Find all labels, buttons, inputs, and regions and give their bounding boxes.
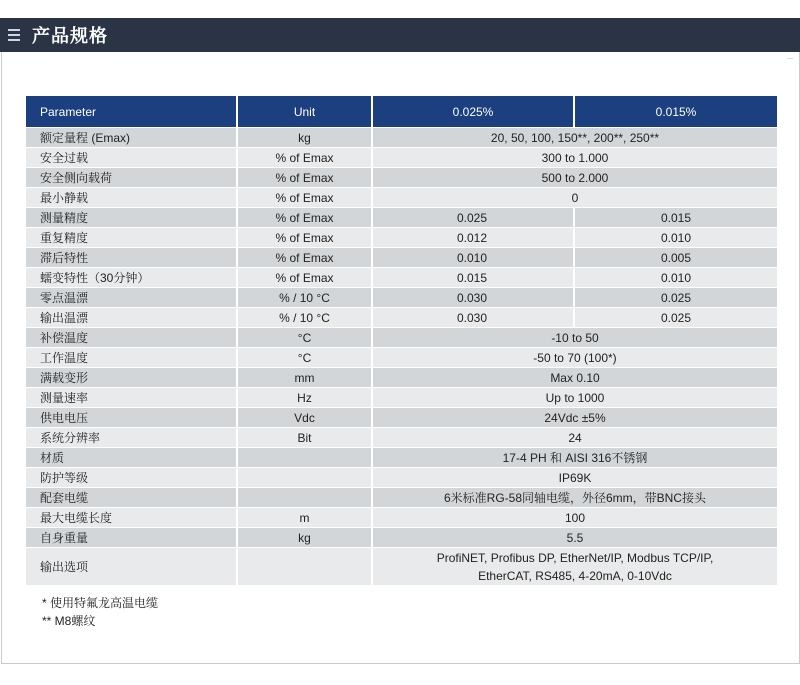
table-row <box>26 448 777 468</box>
row-value-0015: 0.010 <box>575 268 777 288</box>
row-unit: % / 10 °C <box>238 288 373 308</box>
column-header-parameter: Parameter <box>26 96 238 128</box>
row-unit: m <box>238 508 373 528</box>
row-value: 500 to 2.000 <box>373 168 777 188</box>
footnotes <box>42 594 158 630</box>
row-value: 6米标准RG-58同轴电缆，外径6mm，带BNC接头 <box>373 488 777 508</box>
row-value-0015: 0.010 <box>575 228 777 248</box>
row-name: 蠕变特性（30分钟） <box>26 268 238 288</box>
table-row <box>26 228 777 248</box>
row-unit: % of Emax <box>238 248 373 268</box>
column-header-0015: 0.015% <box>575 96 777 128</box>
row-name: 系统分辨率 <box>26 428 238 448</box>
list-icon <box>8 29 20 41</box>
row-name: 工作温度 <box>26 348 238 368</box>
table-row <box>26 368 777 388</box>
row-name: 安全过载 <box>26 148 238 168</box>
row-value: -10 to 50 <box>373 328 777 348</box>
table-row <box>26 528 777 548</box>
row-unit: % / 10 °C <box>238 308 373 328</box>
table-row <box>26 488 777 508</box>
footnote-1: * 使用特氟龙高温电缆 <box>42 596 159 610</box>
row-value-0015: 0.005 <box>575 248 777 268</box>
table-row <box>26 328 777 348</box>
table-row <box>26 208 777 228</box>
table-row <box>26 248 777 268</box>
table-row <box>26 168 777 188</box>
row-value-0025: 0.010 <box>373 248 575 268</box>
row-value-0025: 0.030 <box>373 308 575 328</box>
row-unit <box>238 548 373 586</box>
row-value-line-1: ProfiNET, Profibus DP, EtherNet/IP, Modbus TCP/IP, <box>436 550 714 565</box>
footnote-2: ** M8螺纹 <box>42 614 96 628</box>
table-row <box>26 408 777 428</box>
row-name: 最小静载 <box>26 188 238 208</box>
row-value-0015: 0.015 <box>575 208 777 228</box>
row-name: 输出选项 <box>26 548 238 586</box>
row-value-0025: 0.030 <box>373 288 575 308</box>
row-value: Up to 1000 <box>373 388 777 408</box>
row-unit: Bit <box>238 428 373 448</box>
row-value-0015: 0.025 <box>575 288 777 308</box>
row-value: 20, 50, 100, 150**, 200**, 250** <box>373 128 777 148</box>
column-header-0025: 0.025% <box>373 96 575 128</box>
row-name: 自身重量 <box>26 528 238 548</box>
row-unit: °C <box>238 348 373 368</box>
table-row <box>26 148 777 168</box>
table-row <box>26 308 777 328</box>
table-row <box>26 388 777 408</box>
table-row <box>26 428 777 448</box>
section-title: 产品规格 <box>32 26 108 46</box>
spec-table <box>26 96 777 586</box>
table-row <box>26 288 777 308</box>
row-unit: °C <box>238 328 373 348</box>
row-value <box>373 548 777 586</box>
row-unit: Vdc <box>238 408 373 428</box>
row-unit: kg <box>238 128 373 148</box>
row-name: 零点温漂 <box>26 288 238 308</box>
row-value-line-2: EtherCAT, RS485, 4-20mA, 0-10Vdc <box>478 568 672 583</box>
row-name: 额定量程 (Emax) <box>26 128 238 148</box>
row-value: 24 <box>373 428 777 448</box>
row-value: -50 to 70 (100*) <box>373 348 777 368</box>
row-name: 补偿温度 <box>26 328 238 348</box>
row-unit: % of Emax <box>238 268 373 288</box>
row-name: 材质 <box>26 448 238 468</box>
table-row <box>26 348 777 368</box>
row-value-0015: 0.025 <box>575 308 777 328</box>
row-name: 重复精度 <box>26 228 238 248</box>
column-header-unit: Unit <box>238 96 373 128</box>
row-unit <box>238 468 373 488</box>
row-value: IP69K <box>373 468 777 488</box>
row-value: 0 <box>373 188 777 208</box>
row-unit <box>238 488 373 508</box>
row-unit: mm <box>238 368 373 388</box>
row-value: 5.5 <box>373 528 777 548</box>
row-name: 配套电缆 <box>26 488 238 508</box>
row-name: 输出温漂 <box>26 308 238 328</box>
spec-panel <box>1 52 800 664</box>
row-unit: % of Emax <box>238 208 373 228</box>
row-name: 满载变形 <box>26 368 238 388</box>
row-value: Max 0.10 <box>373 368 777 388</box>
row-unit: % of Emax <box>238 228 373 248</box>
row-name: 测量精度 <box>26 208 238 228</box>
row-unit: % of Emax <box>238 168 373 188</box>
table-row <box>26 268 777 288</box>
row-value-0025: 0.012 <box>373 228 575 248</box>
row-unit: % of Emax <box>238 148 373 168</box>
row-name: 供电电压 <box>26 408 238 428</box>
table-row <box>26 188 777 208</box>
row-name: 防护等级 <box>26 468 238 488</box>
row-unit: kg <box>238 528 373 548</box>
row-value-0025: 0.025 <box>373 208 575 228</box>
row-unit: Hz <box>238 388 373 408</box>
row-name: 最大电缆长度 <box>26 508 238 528</box>
table-row <box>26 508 777 528</box>
row-value: 300 to 1.000 <box>373 148 777 168</box>
table-header-row <box>26 96 777 128</box>
row-value: 100 <box>373 508 777 528</box>
row-name: 安全侧向载荷 <box>26 168 238 188</box>
table-row <box>26 548 777 586</box>
table-row <box>26 468 777 488</box>
row-value: 17-4 PH 和 AISI 316不锈钢 <box>373 448 777 468</box>
row-value-0025: 0.015 <box>373 268 575 288</box>
row-unit <box>238 448 373 468</box>
row-unit: % of Emax <box>238 188 373 208</box>
section-header <box>0 18 800 52</box>
row-name: 测量速率 <box>26 388 238 408</box>
row-value: 24Vdc ±5% <box>373 408 777 428</box>
row-name: 滞后特性 <box>26 248 238 268</box>
table-row <box>26 128 777 148</box>
panel-corner-mark <box>787 58 793 59</box>
